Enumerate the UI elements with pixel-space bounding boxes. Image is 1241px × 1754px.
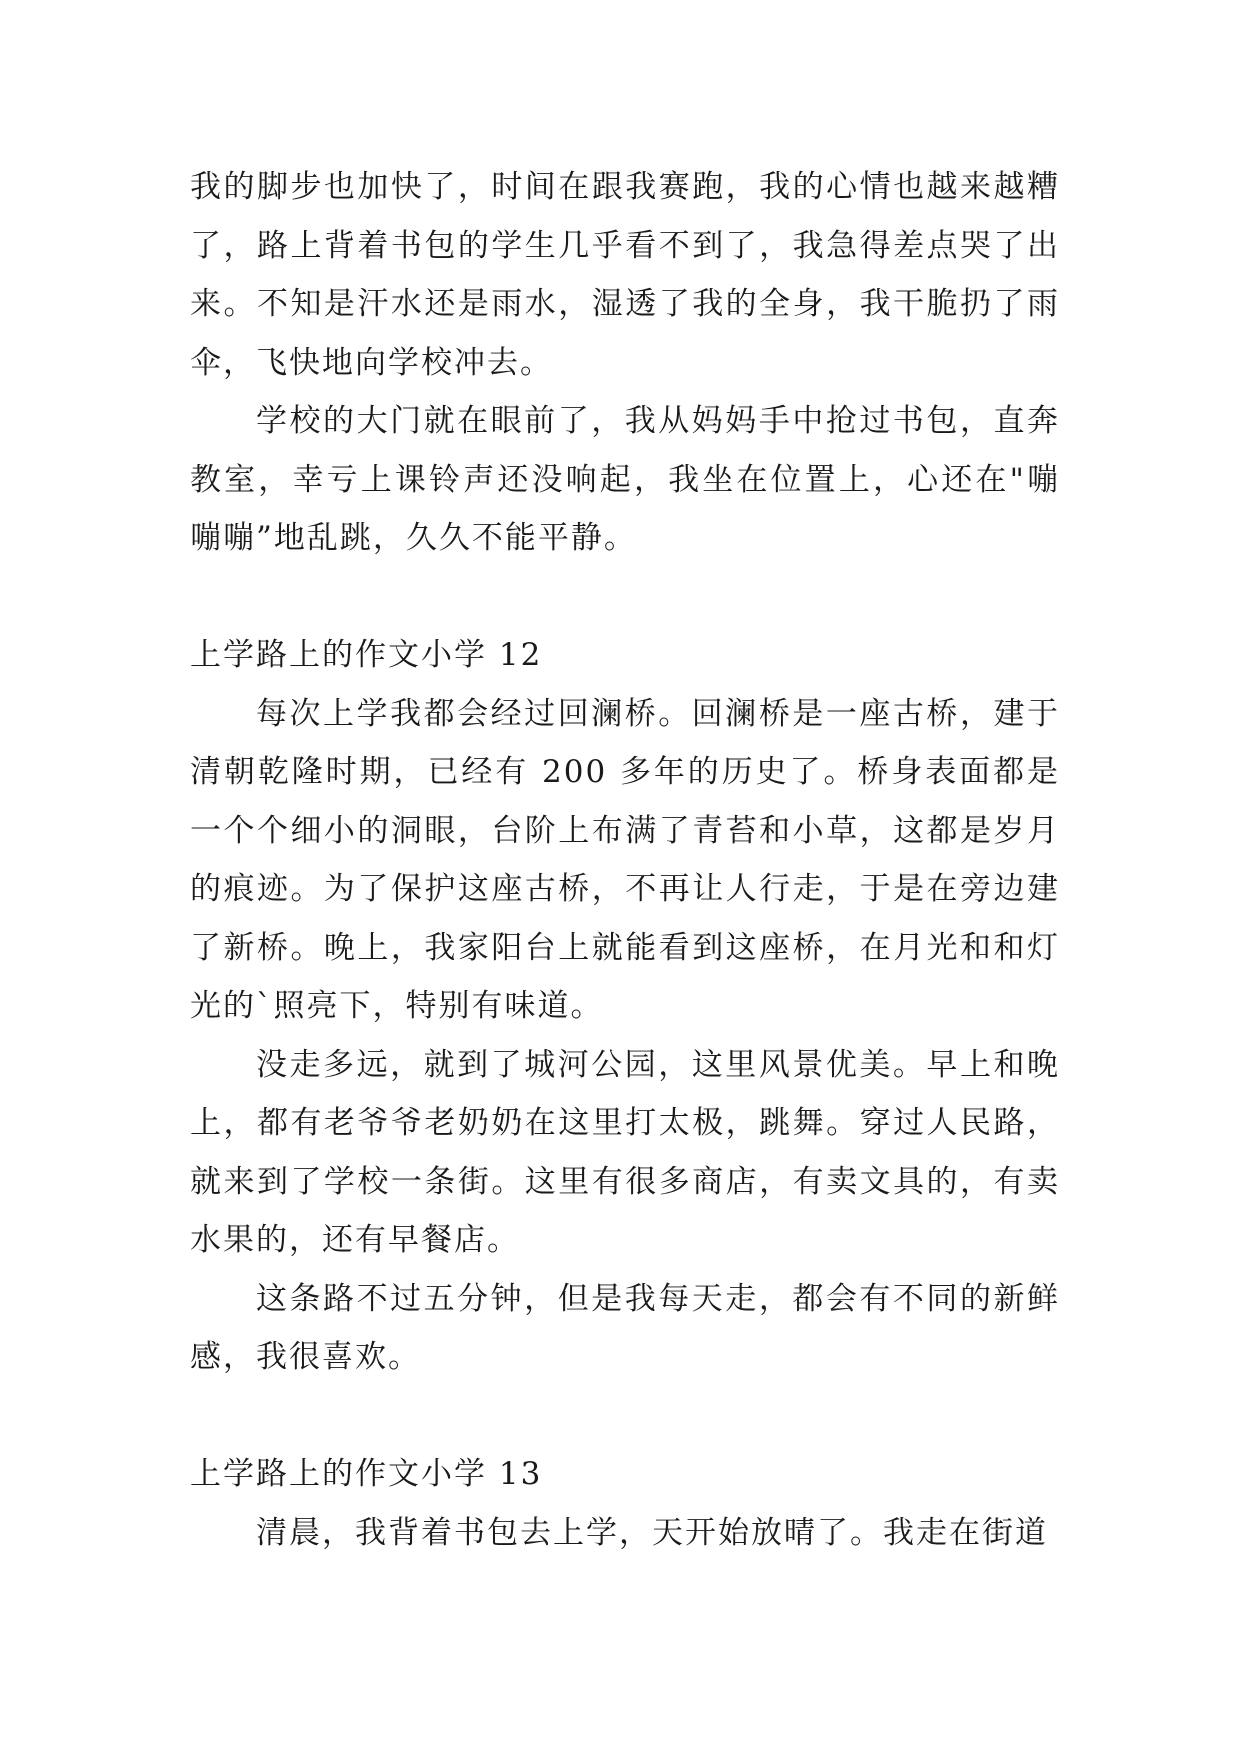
paragraph-5: 这条路不过五分钟，但是我每天走，都会有不同的新鲜感，我很喜欢。 [190, 1280, 1060, 1375]
paragraph-4: 没走多远，就到了城河公园，这里风景优美。早上和晚上，都有老爷爷老奶奶在这里打太极，跳舞。穿过人民路，就来到了学校一条街。这里有很多商店，有卖文具的，有卖水果的，还有早餐店。 [190, 1046, 1060, 1258]
section-spacer [190, 1387, 1060, 1446]
section-heading-12: 上学路上的作文小学 12 [190, 637, 543, 673]
paragraph-2: 学校的大门就在眼前了，我从妈妈手中抢过书包，直奔教室，幸亏上课铃声还没响起，我坐在位置上，心还在"嘣嘣嘣”地乱跳，久久不能平静。 [190, 403, 1060, 556]
paragraph-1: 我的脚步也加快了，时间在跟我赛跑，我的心情也越来越糟了，路上背着书包的学生几乎看不到了，我急得差点哭了出来。不知是汗水还是雨水，湿透了我的全身，我干脆扔了雨伞，飞快地向学校冲去。 [190, 169, 1060, 381]
paragraph-6: 清晨，我背着书包去上学，天开始放晴了。我走在街道 [256, 1514, 1048, 1551]
document-page [190, 158, 1060, 1562]
paragraph-3: 每次上学我都会经过回澜桥。回澜桥是一座古桥，建于清朝乾隆时期，已经有 200 多年的历史了。桥身表面都是一个个细小的洞眼，台阶上布满了青苔和小草，这都是岁月的痕迹。为了保护这座古桥，不再让人行走，于是在旁边建了新桥。晚上，我家阳台上就能看到这座桥，在月光和和灯光的`照亮下，特别有味道。 [190, 695, 1060, 1024]
section-heading-13: 上学路上的作文小学 13 [190, 1456, 543, 1492]
section-spacer [190, 568, 1060, 627]
